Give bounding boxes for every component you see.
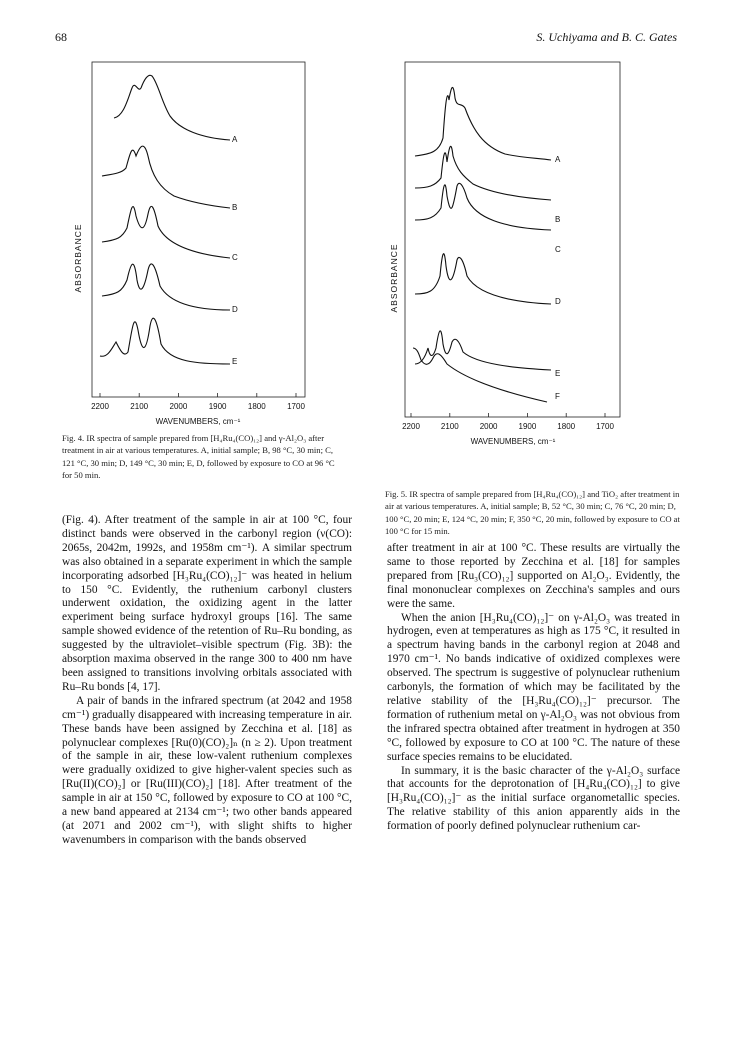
figure-5-spectrum-E [415,331,551,370]
figure-4-tick-label: 1700 [287,402,305,411]
figure-5-ticks [402,413,614,431]
figure-4-spectrum-E [100,318,230,364]
figure-4-ticks [91,393,305,411]
figure-4-caption: Fig. 4. IR spectra of sample prepared from [H₄Ru₄(CO)₁₂] and γ-Al₂O₃ after treatment in air at various temperatures. A, initial sample; B, 98 °C, 30 min; C, 121 °C, 30 min; D, 149 °C, 30 min; E, D, followed by exposure to CO at 96 °C for 50 min. [62,433,335,481]
figure-4 [62,58,312,430]
figure-4-xlabel: WAVENUMBERS, cm⁻¹ [155,417,241,426]
figure-4-ylabel: ABSORBANCE [73,223,83,293]
figure-4-tick-label: 2200 [91,402,109,411]
figure-4-curve-label: B [232,203,238,212]
paragraph: (Fig. 4). After treatment of the sample in air at 100 °C, four distinct bands were observed in the carbonyl region (ν(CO): 2065s, 2042m, 1992s, and 1958m cm⁻¹). A similar spectrum was also obtained in a separate experiment in which the sample incorporating adsorbed [H₃Ru₄(CO)₁₂]⁻ was heated in helium to 150 °C. Evidently, the ruthenium carbonyl clusters underwent oxidation, the oxidizing agent in the latter experiment being surface hydroxyl groups [16]. The same sample showed evidence of the retention of Ru–Ru bonding, as suggested by the ultraviolet–visible spectrum (Fig. 3B): the absorption maxima observed in the range 300 to 400 nm have been assigned to transitions involving orbitals associated with Ru–Ru bonds [4, 17]. [62,514,352,693]
figure-4-tick-label: 1900 [208,402,227,411]
figure-4-curve-label: E [232,357,238,366]
figure-5-tick-label: 1900 [518,422,537,431]
figure-5-plot [383,58,633,450]
figure-4-curves [100,75,238,366]
figure-5-spectrum-B [415,146,551,200]
figure-5-tick-label: 1800 [557,422,576,431]
figure-5-spectrum-A [415,87,551,160]
figure-5-curve-label: B [555,215,561,224]
figure-4-curve-label: A [232,135,238,144]
figure-4-tick-label: 2100 [130,402,149,411]
figure-5-caption: Fig. 5. IR spectra of sample prepared from [H₄Ru₄(CO)₁₂] and TiO₂ after treatment in air at various temperatures. A, initial sample; B, 52 °C, 30 min; C, 76 °C, 20 min; D, 100 °C, 20 min; E, 124 °C, 20 min; F, 350 °C, 20 min, followed by exposure to CO at 100 °C for 15 min. [385,489,680,537]
figure-5-spectrum-F [413,348,547,402]
left-text-column [62,514,352,848]
figure-5-tick-label: 2200 [402,422,420,431]
figure-5-tick-label: 2100 [440,422,459,431]
paragraph: When the anion [H₃Ru₄(CO)₁₂]⁻ on γ-Al₂O₃ was treated in hydrogen, even at temperatures as high as 175 °C, it resulted in a spectrum having bands in the carbonyl region at 2048 and 1970 cm⁻¹. No bands indicative of oxidized complexes were observed. The spectrum is suggestive of polynuclear ruthenium carbonyls, the formation of which may be facilitated by the relative stability of the [H₃Ru₄(CO)₁₂]⁻ precursor. The formation of ruthenium metal on γ-Al₂O₃ was not obvious from the infrared spectra obtained after treatment in hydrogen at 350 °C, followed by exposure to CO at 100 °C. The nature of these surface species remains to be elucidated. [387,611,680,763]
figure-5-spectrum-D [415,254,551,304]
running-head-authors: S. Uchiyama and B. C. Gates [536,30,677,44]
figure-5-curve-label: A [555,155,561,164]
figure-5-frame [405,62,620,417]
figure-5-curve-label: E [555,369,561,378]
figure-4-curve-label: D [232,305,238,314]
figure-5-spectrum-C [415,183,551,230]
paragraph: In summary, it is the basic character of the γ-Al₂O₃ surface that accounts for the deprotonation of [H₄Ru₄(CO)₁₂] to give [H₃Ru₄(CO)₁₂]⁻ as the initial surface organometallic species. The relative stability of this anion apparently aids in the formation of poorly defined polynuclear ruthenium car- [387,764,680,833]
right-text-column [387,542,680,834]
figure-4-spectrum-C [102,206,230,258]
page-number: 68 [55,30,67,44]
figure-5 [383,58,633,450]
paragraph: after treatment in air at 100 °C. These results are virtually the same to those reported by Zecchina et al. [18] for samples prepared from [Ru₃(CO)₁₂] supported on Al₂O₃. Evidently, the final mononuclear complexes on Zecchina's samples and ours were the same. [387,542,680,610]
figure-4-spectrum-A [114,75,230,140]
figure-5-curve-label: D [555,297,561,306]
figure-4-spectrum-B [102,146,230,208]
figure-5-tick-label: 2000 [479,422,498,431]
figure-5-tick-label: 1700 [596,422,614,431]
figure-4-frame [92,62,305,397]
figure-5-curve-label: C [555,245,561,254]
figure-4-tick-label: 2000 [169,402,188,411]
figure-5-curve-label: F [555,392,560,401]
figure-4-plot [62,58,312,430]
figure-5-ylabel: ABSORBANCE [389,243,399,313]
figure-4-tick-label: 1800 [247,402,266,411]
figure-4-spectrum-D [102,264,230,310]
figure-5-curves [413,87,561,402]
paragraph: A pair of bands in the infrared spectrum (at 2042 and 1958 cm⁻¹) gradually disappeared with increasing temperature in air. These bands have been assigned by Zecchina et al. [18] as polynuclear complexes [Ru(0)(CO)₂]ₙ (n ≥ 2). Upon treatment of the sample in air, these low-valent ruthenium complexes were gradually oxidized to give higher-valent species such as [Ru(II)(CO)₂] or [Ru(III)(CO)₂] [18]. After treatment of the sample in air at 150 °C, followed by exposure to CO at 100 °C, a new band appeared at 2134 cm⁻¹; two other bands appeared (at 2071 and 2002 cm⁻¹), with slight shifts to higher wavenumbers in comparison with the bands observed [62,694,352,846]
figure-5-xlabel: WAVENUMBERS, cm⁻¹ [470,437,556,446]
figure-4-curve-label: C [232,253,238,262]
